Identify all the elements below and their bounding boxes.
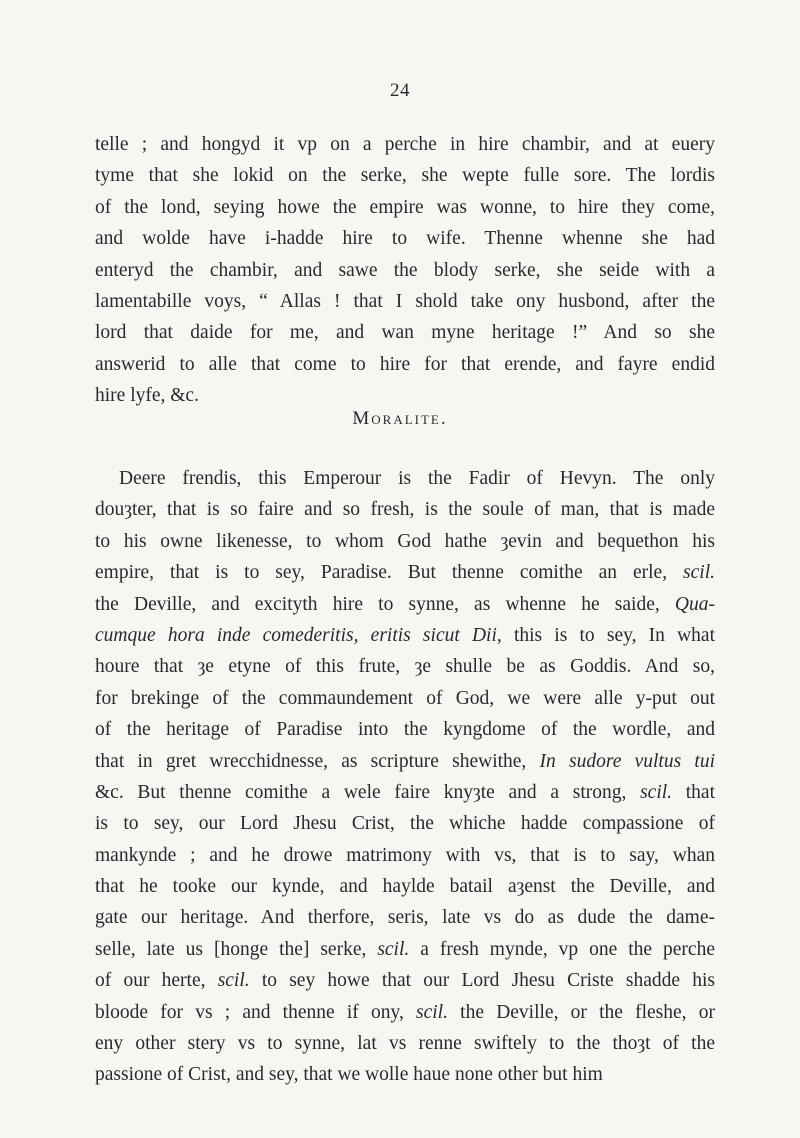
page-number: 24	[390, 80, 410, 101]
text-line: answerid to alle that come to hire for that erende, and fayre endid	[95, 353, 715, 375]
text-line: hire lyfe, &c.	[95, 385, 199, 407]
text-line	[95, 463, 715, 494]
text-segment: to his owne likenesse, to whom God hathe ȝevin and bequethon his	[95, 530, 715, 552]
text-line: enteryd the chambir, and sawe the blody serke, she seide with a	[95, 259, 715, 281]
text-segment: for brekinge of the commaundement of God, we were alle y-put out	[95, 687, 715, 709]
italic-text: scil.	[640, 781, 673, 803]
text-segment: this is to sey, In what	[501, 624, 715, 646]
text-line	[95, 840, 715, 871]
text-segment: that in gret wrecchidnesse, as scripture shewithe,	[95, 750, 540, 772]
text-segment: of the heritage of Paradise into the kyngdome of the wordle, and	[95, 719, 715, 741]
text-line	[95, 714, 715, 745]
text-segment: to sey howe that our Lord Jhesu Criste shadde his	[249, 970, 715, 992]
text-segment: gate our heritage. And therfore, seris, late vs do as dude the dame-	[95, 907, 715, 929]
text-segment: douȝter, that is so faire and so fresh, is the soule of man, that is made	[95, 499, 715, 521]
text-line	[95, 808, 715, 839]
text-line	[95, 746, 715, 777]
text-segment: mankynde ; and he drowe matrimony with vs, that is to say, whan	[95, 844, 715, 866]
text-segment: a fresh mynde, vp one the perche	[409, 938, 715, 960]
text-line	[95, 589, 715, 620]
text-line	[95, 494, 715, 525]
italic-text: Qua-	[674, 593, 715, 615]
italic-text: In sudore vultus tui	[539, 750, 715, 772]
text-line	[95, 871, 715, 902]
text-segment: empire, that is to sey, Paradise. But thenne comithe an erle,	[95, 562, 684, 584]
text-segment: is to sey, our Lord Jhesu Crist, the whiche hadde compassione of	[95, 813, 715, 835]
text-segment: the Deville, and excityth hire to synne, as whenne he saide,	[95, 593, 675, 615]
text-segment: &c. But thenne comithe a wele faire knyȝte and a strong,	[95, 781, 641, 803]
text-line: of the lond, seying howe the empire was wonne, to hire they come,	[95, 196, 715, 218]
italic-text: scil.	[416, 1001, 448, 1023]
text-segment: that	[672, 781, 715, 803]
text-segment: of our herte,	[95, 970, 218, 992]
text-segment: passione of Crist, and sey, that we wolle haue none other but him	[95, 1064, 603, 1086]
text-line: tyme that she lokid on the serke, she wepte fulle sore. The lordis	[95, 165, 715, 187]
text-segment: the Deville, or the fleshe, or	[447, 1001, 715, 1023]
text-segment: bloode for vs ; and thenne if ony,	[95, 1001, 417, 1023]
text-line	[95, 1028, 715, 1059]
text-line	[95, 777, 715, 808]
text-line	[95, 902, 715, 933]
text-line	[95, 965, 715, 996]
text-line	[95, 620, 715, 651]
paragraph-narrative	[95, 129, 715, 412]
section-heading-moralite: Moralite.	[352, 408, 448, 429]
italic-text: scil.	[683, 562, 715, 584]
text-line	[95, 557, 715, 588]
text-line	[95, 651, 715, 682]
text-line: and wolde have i-hadde hire to wife. Thenne whenne she had	[95, 228, 715, 250]
text-segment: selle, late us [honge the] serke,	[95, 938, 378, 960]
text-line	[95, 997, 715, 1028]
text-line: lord that daide for me, and wan myne heritage !” And so she	[95, 322, 715, 344]
text-line	[95, 683, 715, 714]
text-line: telle ; and hongyd it vp on a perche in hire chambir, and at euery	[95, 134, 715, 155]
paragraph-moralite	[95, 463, 715, 1091]
text-line: lamentabille voys, “ Allas ! that I shold take ony husbond, after the	[95, 290, 715, 312]
text-segment: Deere frendis, this Emperour is the Fadir of Hevyn. The only	[119, 468, 715, 489]
text-segment: houre that ȝe etyne of this frute, ȝe shulle be as Goddis. And so,	[95, 656, 715, 678]
italic-text: cumque hora inde comederitis, eritis sicut Dii,	[95, 624, 502, 646]
text-line	[95, 526, 715, 557]
text-line	[95, 934, 715, 965]
text-segment: that he tooke our kynde, and haylde batail aȝenst the Deville, and	[95, 876, 715, 898]
text-line	[95, 1059, 715, 1090]
italic-text: scil.	[217, 970, 250, 992]
italic-text: scil.	[377, 938, 410, 960]
text-segment: eny other stery vs to synne, lat vs renne swiftely to the thoȝt of the	[95, 1033, 715, 1055]
